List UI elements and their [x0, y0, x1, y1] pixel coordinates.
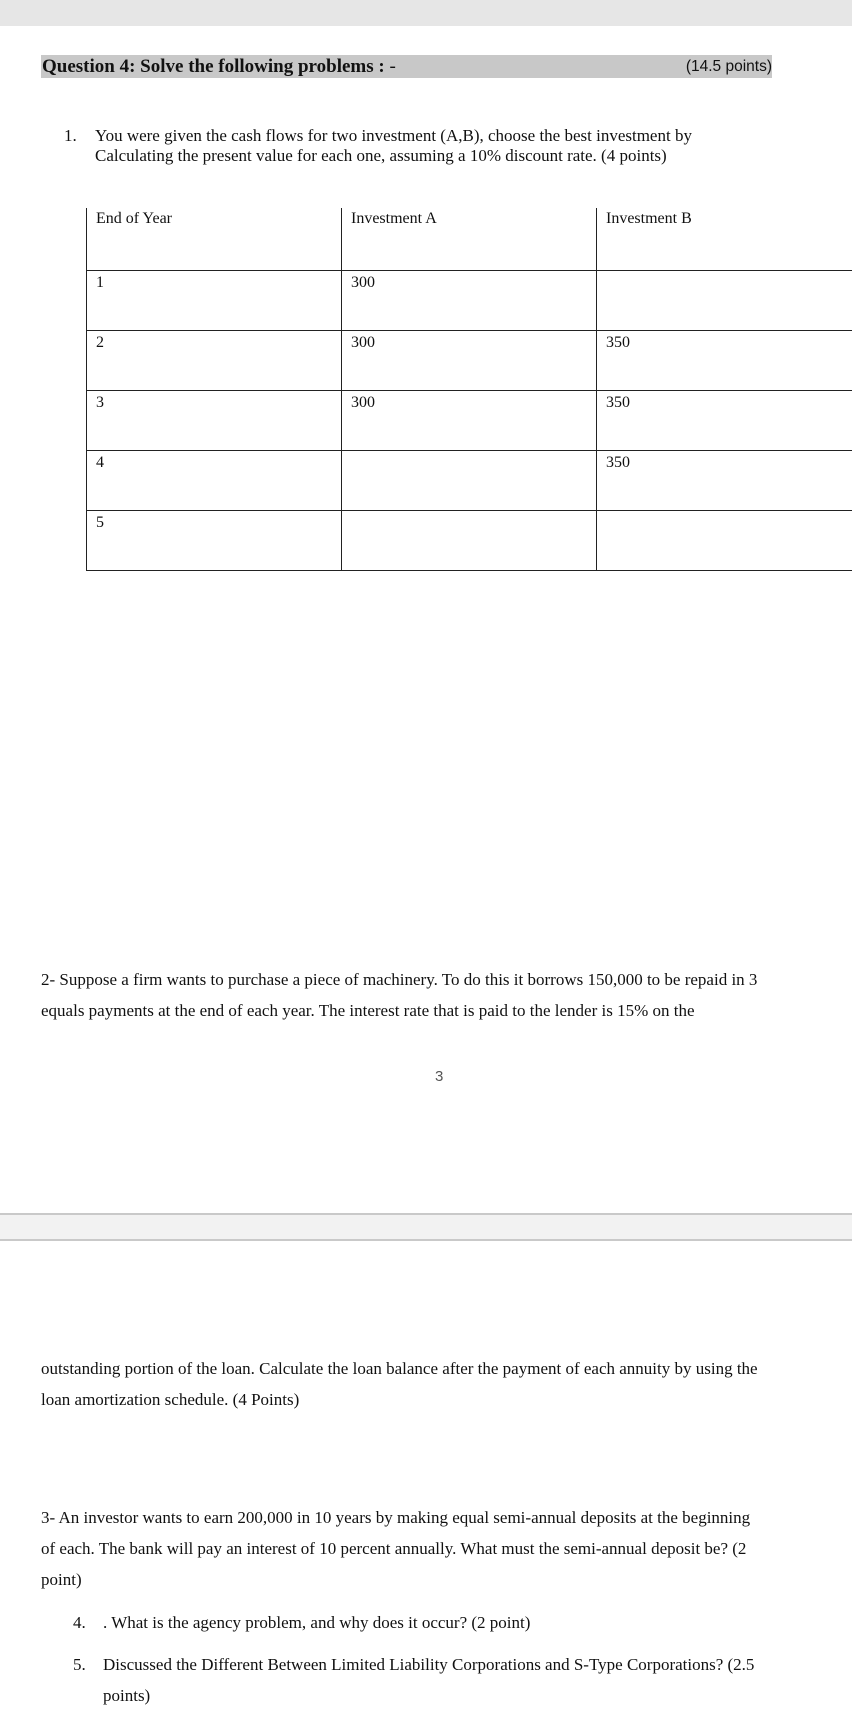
- table-header-row: [87, 208, 852, 270]
- problem-5-text: Discussed the Different Between Limited Liability Corporations and S-Type Corporations? (2.5 points): [103, 1649, 843, 1711]
- table-cell: 300: [342, 330, 597, 390]
- table-row: [87, 450, 852, 510]
- table-row: [87, 330, 852, 390]
- table-cell: 2: [87, 330, 342, 390]
- table-cell: 5: [87, 510, 342, 570]
- viewer-top-bar: [0, 0, 852, 26]
- table-header-cell: Investment B: [597, 208, 852, 270]
- problem-2-part-1: 2- Suppose a firm wants to purchase a piece of machinery. To do this it borrows 150,000 to be repaid in 3 equals payments at the end of each year. The interest rate that is paid to the lender is 15% on the: [41, 964, 841, 1026]
- table-header-cell: Investment A: [342, 208, 597, 270]
- table-cell: 350: [597, 390, 852, 450]
- problem-3: 3- An investor wants to earn 200,000 in 10 years by making equal semi-annual deposits at the beginning of each. The bank will pay an interest of 10 percent annually. What must the semi-annual deposit be? (2 point): [41, 1502, 841, 1595]
- table-cell: [342, 510, 597, 570]
- table-cell: [597, 270, 852, 330]
- problem-2-part-2: outstanding portion of the loan. Calculate the loan balance after the payment of each annuity by using the loan amortization schedule. (4 Points): [41, 1353, 841, 1415]
- table-row: [87, 510, 852, 570]
- table-row: [87, 270, 852, 330]
- page-number: 3: [435, 1068, 443, 1085]
- table-row: [87, 390, 852, 450]
- cash-flow-table: [86, 208, 852, 571]
- table-cell: 1: [87, 270, 342, 330]
- table-cell: 4: [87, 450, 342, 510]
- table-cell: 300: [342, 270, 597, 330]
- page-break: [0, 1213, 852, 1241]
- table-header-cell: End of Year: [87, 208, 342, 270]
- problem-4-text: . What is the agency problem, and why does it occur? (2 point): [103, 1607, 843, 1638]
- table-cell: 3: [87, 390, 342, 450]
- table-cell: [342, 450, 597, 510]
- table-cell: 300: [342, 390, 597, 450]
- question-title: Question 4: Solve the following problems : -: [42, 55, 396, 78]
- problem-1-text: You were given the cash flows for two investment (A,B), choose the best investment by Calculating the present value for each one, assuming a 10% discount rate. (4 points): [95, 126, 815, 165]
- problem-1-number: 1.: [64, 126, 77, 146]
- problem-4-number: 4.: [73, 1607, 86, 1638]
- table-cell: 350: [597, 330, 852, 390]
- problem-5-number: 5.: [73, 1649, 86, 1680]
- question-points: (14.5 points): [686, 55, 772, 78]
- question-header: [41, 55, 772, 78]
- table-cell: [597, 510, 852, 570]
- table-cell: 350: [597, 450, 852, 510]
